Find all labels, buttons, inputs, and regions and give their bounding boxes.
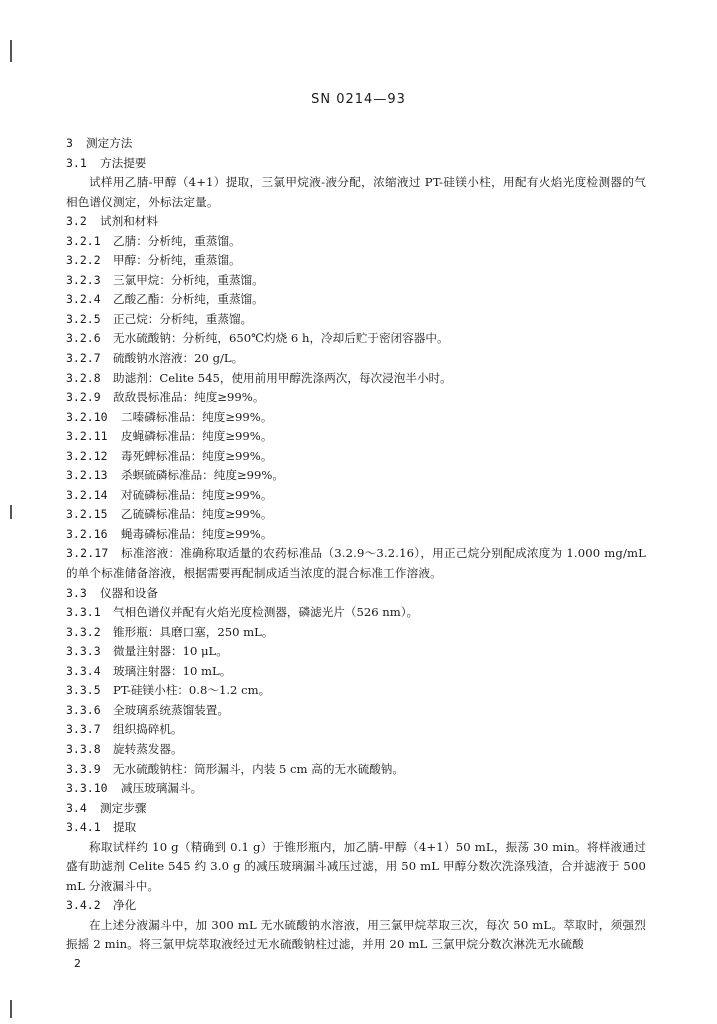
list-item [66, 271, 646, 291]
item-number: 3.3.7 [66, 722, 101, 737]
item-text: 敌敌畏标准品：纯度≥99%。 [113, 390, 265, 405]
item-text: 无水硫酸钠柱：筒形漏斗，内装 5 cm 高的无水硫酸钠。 [113, 761, 404, 776]
item-text: 正己烷：分析纯，重蒸馏。 [113, 311, 253, 326]
item-text: 二嗪磷标准品：纯度≥99%。 [121, 409, 273, 424]
list-item [66, 720, 646, 740]
subsection-number: 3.3 [66, 585, 87, 600]
list-item [66, 623, 646, 643]
method-summary-paragraph: 试样用乙腈-甲醇（4+1）提取，三氯甲烷液-液分配，浓缩液过 PT-硅镁小柱，用配有火焰光度检测器的气相色谱仪测定，外标法定量。 [66, 175, 646, 209]
list-item [66, 603, 646, 623]
subsection-title: 测定步骤 [100, 800, 147, 815]
item-text: 助滤剂：Celite 545，使用前用甲醇洗涤两次，每次浸泡半小时。 [113, 370, 452, 385]
list-item [66, 290, 646, 310]
item-text: 毒死蜱标准品：纯度≥99%。 [121, 448, 273, 463]
section-number: 3 [66, 136, 73, 150]
item-number: 3.2.13 [66, 468, 108, 483]
item-text: 旋转蒸发器。 [113, 741, 183, 756]
subsection-heading [66, 154, 646, 174]
standard-solution-paragraph [66, 544, 646, 583]
item-text: 皮蝇磷标准品：纯度≥99%。 [121, 429, 273, 444]
item-number: 3.3.4 [66, 663, 101, 678]
item-number: 3.2.10 [66, 409, 108, 424]
item-text: 全玻璃系统蒸馏装置。 [113, 702, 229, 717]
list-item [66, 251, 646, 271]
item-text: 三氯甲烷：分析纯，重蒸馏。 [113, 272, 264, 287]
document-body [66, 134, 646, 955]
item-number: 3.2.2 [66, 253, 101, 268]
list-item [66, 760, 646, 780]
item-text: 组织捣碎机。 [113, 722, 183, 737]
item-text: 对硫磷标准品：纯度≥99%。 [121, 487, 273, 502]
item-text: 标准溶液：准确称取适量的农药标准品（3.2.9～3.2.16），用正己烷分别配成浓度为 1.000 mg/mL的单个标准储备溶液，根据需要再配制成适当浓度的混合标准工作溶液。 [66, 546, 646, 581]
list-item [66, 642, 646, 662]
item-text: 乙酸乙酯：分析纯，重蒸馏。 [113, 292, 264, 307]
clause-title: 净化 [113, 898, 137, 913]
section-title: 测定方法 [86, 136, 133, 150]
item-number: 3.2.16 [66, 526, 108, 541]
item-number: 3.2.3 [66, 272, 101, 287]
list-item [66, 427, 646, 447]
item-text: 乙腈：分析纯，重蒸馏。 [113, 233, 241, 248]
list-item [66, 662, 646, 682]
subsection-title: 仪器和设备 [100, 585, 158, 600]
item-number: 3.2.5 [66, 311, 101, 326]
list-item [66, 681, 646, 701]
document-code: SN 0214—93 [311, 92, 406, 107]
item-text: 锥形瓶：具磨口塞，250 mL。 [113, 624, 274, 639]
scan-edge-mark [10, 505, 12, 519]
subsection-number: 3.4 [66, 800, 87, 815]
list-item [66, 388, 646, 408]
item-number: 3.3.6 [66, 702, 101, 717]
item-text: 乙硫磷标准品：纯度≥99%。 [121, 507, 273, 522]
page-number: 2 [74, 957, 81, 970]
list-item [66, 232, 646, 252]
item-number: 3.2.14 [66, 487, 108, 502]
list-item [66, 740, 646, 760]
item-number: 3.2.17 [66, 546, 109, 561]
item-text: 无水硫酸钠：分析纯，650℃灼烧 6 h，冷却后贮于密闭容器中。 [113, 331, 449, 346]
item-number: 3.2.9 [66, 390, 101, 405]
scan-edge-mark [10, 1000, 12, 1018]
item-number: 3.2.11 [66, 429, 108, 444]
list-item [66, 408, 646, 428]
item-number: 3.3.9 [66, 761, 101, 776]
item-text: 玻璃注射器：10 mL。 [113, 663, 232, 678]
item-number: 3.3.10 [66, 781, 108, 796]
list-item [66, 486, 646, 506]
item-number: 3.2.6 [66, 331, 101, 346]
list-item [66, 701, 646, 721]
list-item [66, 369, 646, 389]
clause-number: 3.4.2 [66, 898, 101, 913]
purification-paragraph: 在上述分液漏斗中，加 300 mL 无水硫酸钠水溶液，用三氯甲烷萃取三次，每次 50 mL。萃取时，须强烈振摇 2 min。将三氯甲烷萃取液经过无水硫酸钠柱过滤，并用 20 mL 三氯甲烷分数次淋洗无水硫酸 [66, 917, 646, 952]
list-item [66, 525, 646, 545]
item-number: 3.3.3 [66, 644, 101, 659]
item-number: 3.3.2 [66, 624, 101, 639]
item-text: 气相色谱仪并配有火焰光度检测器，磷滤光片（526 nm）。 [113, 605, 419, 620]
item-number: 3.3.8 [66, 741, 101, 756]
item-number: 3.2.7 [66, 351, 101, 366]
subsection-number: 3.2 [66, 214, 87, 229]
item-number: 3.2.15 [66, 507, 108, 522]
list-item [66, 310, 646, 330]
list-item [66, 466, 646, 486]
subsection-number: 3.1 [66, 155, 87, 170]
list-item [66, 329, 646, 349]
list-item [66, 779, 646, 799]
item-text: PT-硅镁小柱：0.8～1.2 cm。 [113, 683, 271, 698]
clause-heading [66, 896, 646, 916]
extraction-paragraph: 称取试样约 10 g（精确到 0.1 g）于锥形瓶内，加乙腈-甲醇（4+1）50 mL，振荡 30 min。将样液通过盛有助滤剂 Celite 545 约 3.0 g 的减压玻璃漏斗减压过滤，用 50 mL 甲醇分数次洗涤残渣，合并滤液于 500 mL 分液漏斗中。 [66, 839, 646, 893]
list-item [66, 447, 646, 467]
item-number: 3.3.1 [66, 605, 101, 620]
clause-number: 3.4.1 [66, 820, 101, 835]
subsection-heading [66, 584, 646, 604]
list-item [66, 505, 646, 525]
item-text: 硫酸钠水溶液：20 g/L。 [113, 351, 244, 366]
subsection-title: 方法提要 [100, 155, 147, 170]
item-text: 减压玻璃漏斗。 [121, 781, 203, 796]
item-text: 蝇毒磷标准品：纯度≥99%。 [121, 526, 273, 541]
item-text: 甲醇：分析纯，重蒸馏。 [113, 253, 241, 268]
scan-edge-mark [10, 40, 12, 62]
item-number: 3.2.8 [66, 370, 101, 385]
item-text: 杀螟硫磷标准品：纯度≥99%。 [121, 468, 285, 483]
item-text: 微量注射器：10 μL。 [113, 644, 228, 659]
subsection-title: 试剂和材料 [100, 214, 158, 229]
list-item [66, 349, 646, 369]
subsection-heading [66, 212, 646, 232]
clause-heading [66, 818, 646, 838]
item-number: 3.2.1 [66, 233, 101, 248]
section-heading [66, 134, 646, 154]
item-number: 3.2.4 [66, 292, 101, 307]
clause-title: 提取 [113, 820, 137, 835]
subsection-heading [66, 799, 646, 819]
item-number: 3.2.12 [66, 448, 108, 463]
item-number: 3.3.5 [66, 683, 101, 698]
